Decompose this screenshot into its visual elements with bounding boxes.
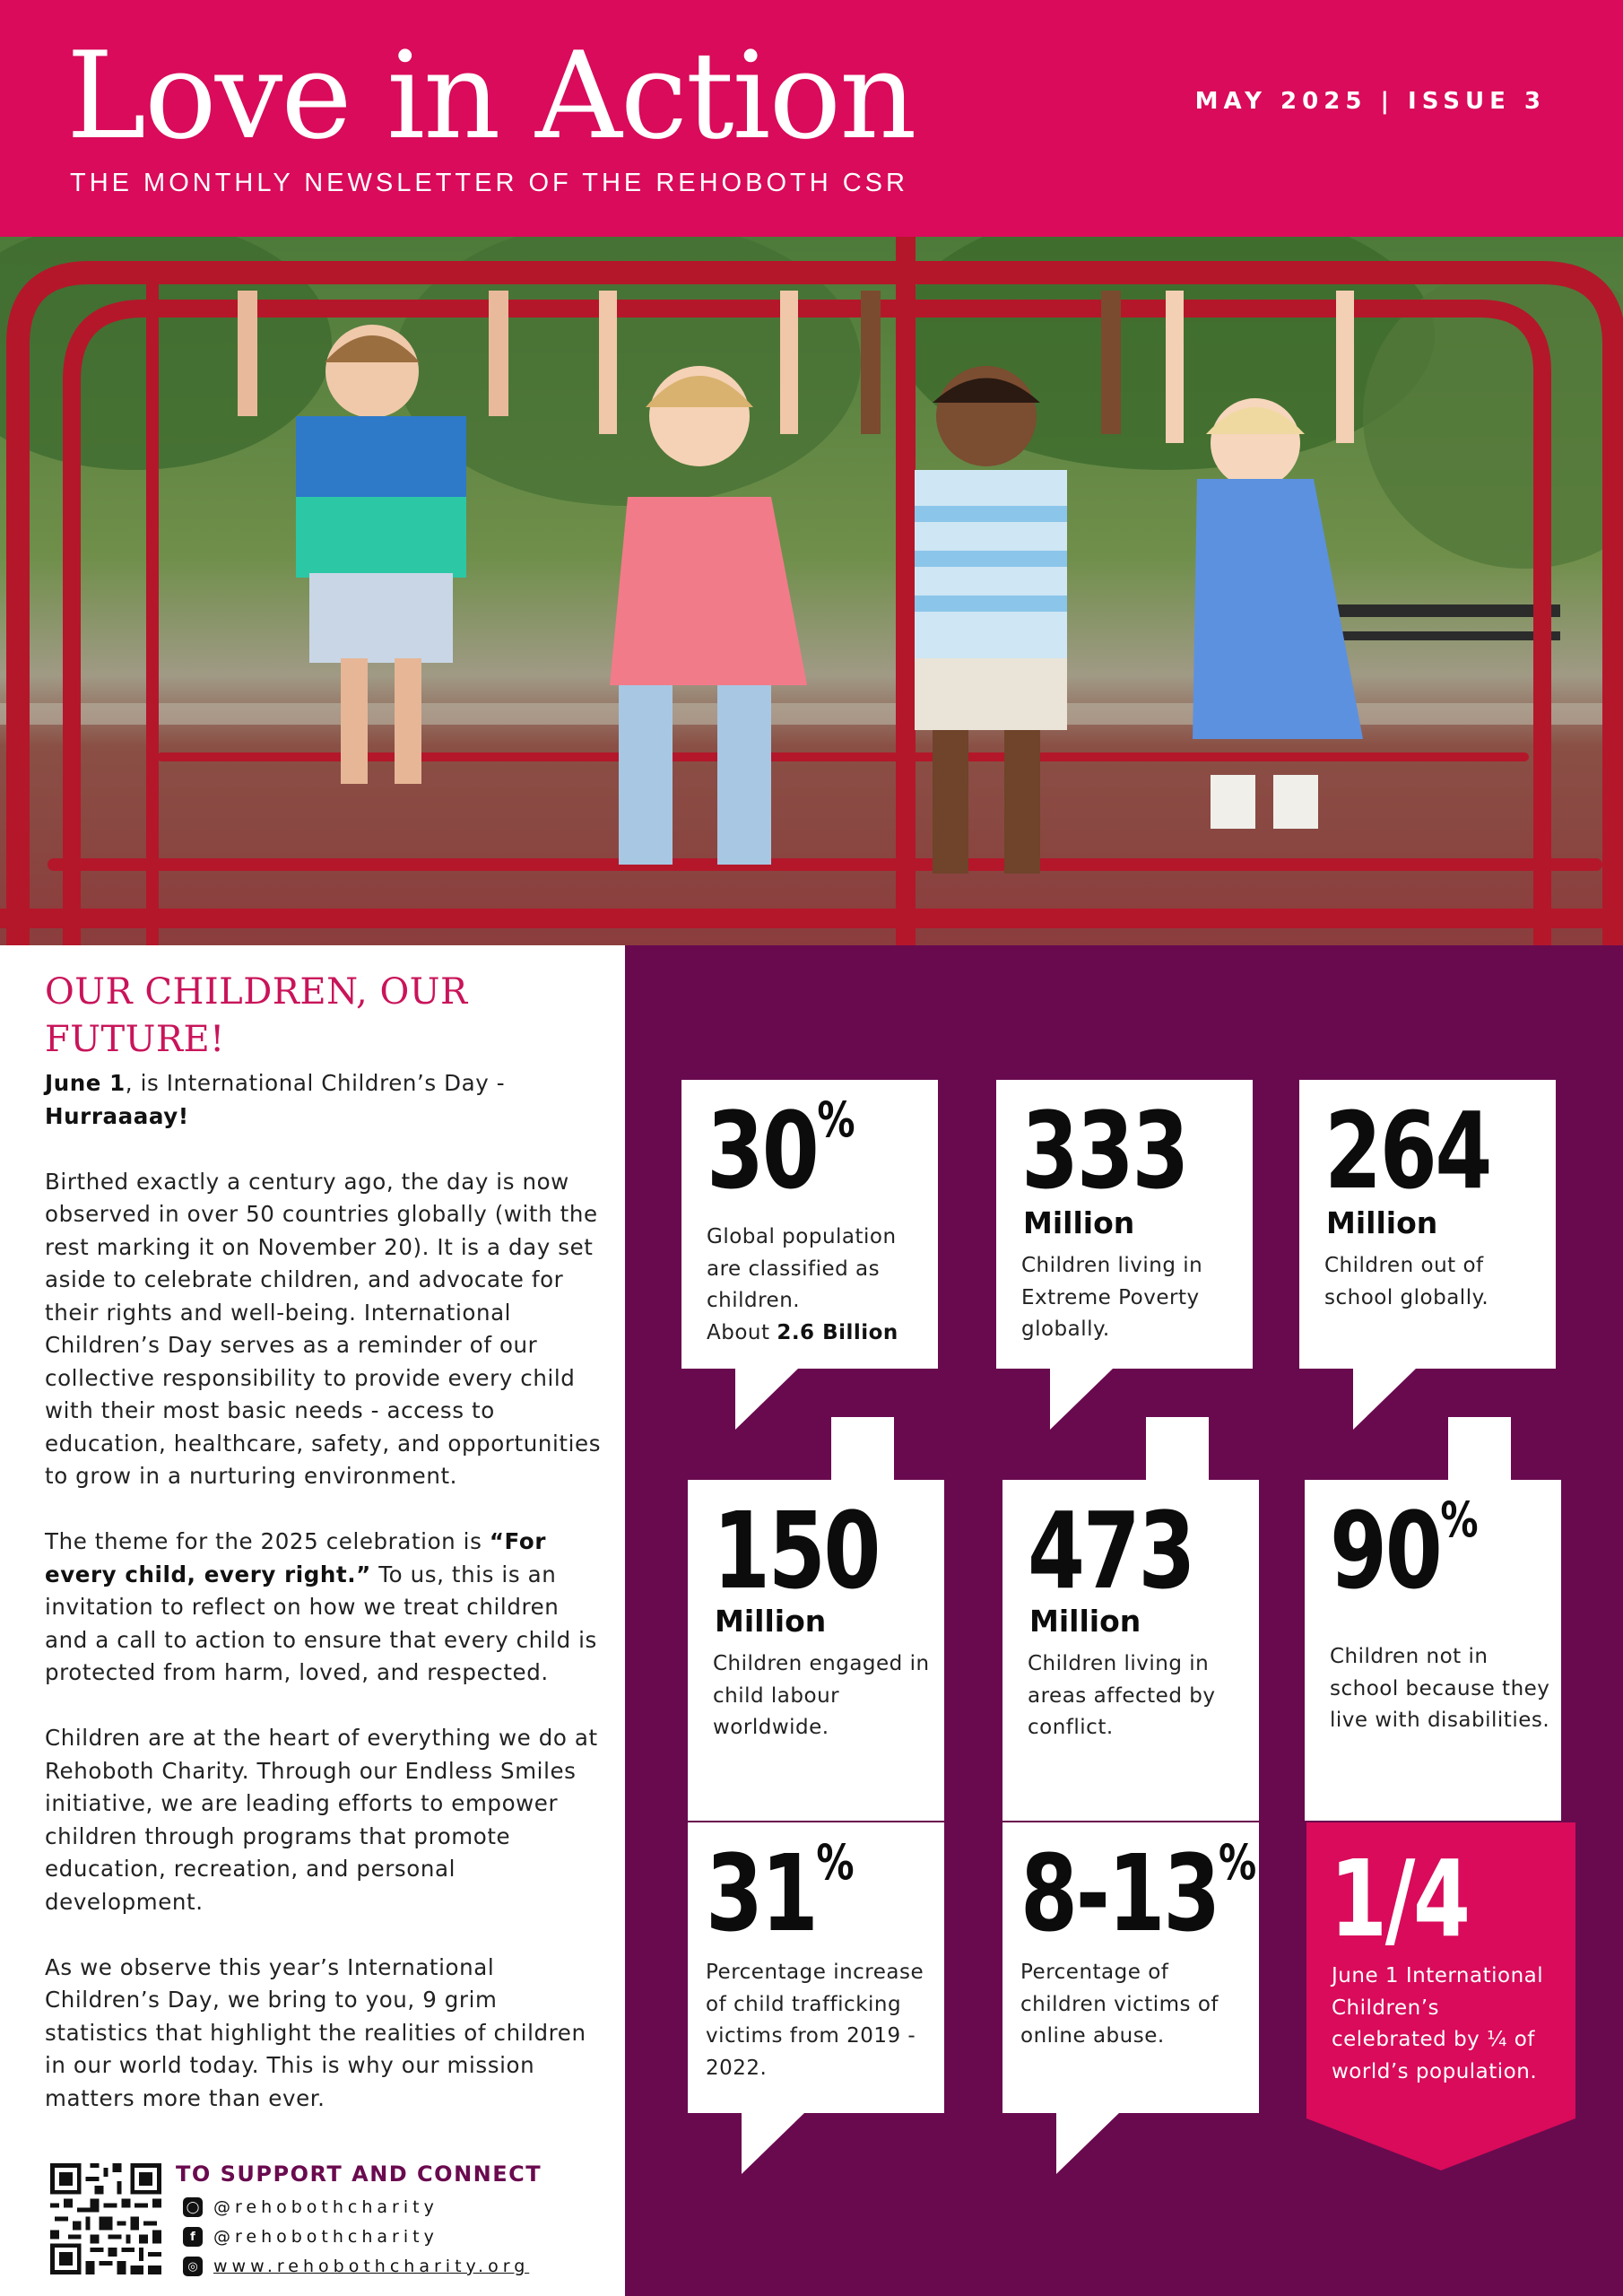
stat-card-online-abuse <box>1002 1822 1259 2181</box>
website-link[interactable]: www.rehobothcharity.org <box>213 2257 530 2276</box>
stat-unit: Million <box>1029 1604 1141 1639</box>
stat-description: Children engaged in child labour worldwide. <box>713 1652 930 1739</box>
paragraph-history: Birthed exactly a century ago, the day is now observed in over 50 countries globally (with the rest marking it on November 20). It is a day set aside to celebrate children, and advocate for their rights and well-being. International Children’s Day serves as a reminder of our collective responsibility to provide every child with their most basic needs - access to education, healthcare, safety, and opportunities to grow in a nurturing environment. <box>45 1168 602 1489</box>
facebook-handle[interactable]: @rehobothcharity <box>213 2227 438 2247</box>
instagram-row[interactable] <box>183 2197 438 2217</box>
stat-description: Children living in Extreme Poverty globally. <box>1021 1254 1203 1341</box>
support-connect-block <box>50 2161 606 2278</box>
connect-title: TO SUPPORT AND CONNECT <box>176 2161 542 2187</box>
paragraph-statistics-intro: As we observe this year’s International Children’s Day, we bring to you, 9 grim statistics that highlight the realities of children in our world today. This is why our mission matters more than ever. <box>45 1953 586 2111</box>
stat-description: Percentage of children victims of online abuse. <box>1020 1961 1219 2048</box>
stat-card-out-of-school <box>1299 1080 1556 1448</box>
paragraph-intro <box>45 1067 605 1133</box>
stat-unit: Million <box>715 1604 827 1639</box>
stat-number: 8-13% <box>1020 1831 1257 1955</box>
stat-card-trafficking <box>688 1822 944 2181</box>
stat-unit: Million <box>1326 1205 1438 1240</box>
header-banner <box>0 0 1623 237</box>
globe-icon: ◎ <box>183 2257 203 2276</box>
stat-number: 473 <box>1028 1489 1194 1613</box>
stat-number: 1/4 <box>1330 1837 1469 1961</box>
qr-code[interactable] <box>50 2161 161 2276</box>
stat-unit: Million <box>1023 1205 1135 1240</box>
paragraph-mission: Children are at the heart of everything we do at Rehoboth Charity. Through our Endless Smiles initiative, we are leading efforts to empower children through programs that promote education, recreation, and personal development. <box>45 1725 598 1915</box>
article-body <box>45 1067 605 2148</box>
hero-photo <box>0 237 1623 945</box>
instagram-icon: ◯ <box>183 2197 203 2217</box>
stat-card-shape <box>1305 1417 1561 1821</box>
headline-line-1: OUR CHILDREN, OUR <box>45 971 468 1013</box>
stat-description: Percentage increase of child trafficking victims from 2019 - 2022. <box>706 1961 924 2080</box>
statistics-panel <box>625 945 1623 2296</box>
article-headline <box>45 969 547 1064</box>
stat-description: Children living in areas affected by conflict. <box>1028 1652 1216 1739</box>
issue-label: MAY 2025 | ISSUE 3 <box>1194 88 1546 115</box>
facebook-icon: f <box>183 2227 203 2247</box>
stat-card-extreme-poverty <box>996 1080 1253 1448</box>
website-row[interactable] <box>183 2257 529 2276</box>
stat-number: 264 <box>1324 1089 1491 1213</box>
theme-quote: “For every child, every right.” <box>45 1528 547 1587</box>
stat-description: Children not in school because they live with disabilities. <box>1330 1645 1550 1732</box>
stat-card-global-population <box>681 1080 938 1448</box>
instagram-handle[interactable]: @rehobothcharity <box>213 2197 438 2217</box>
stat-number: 31% <box>706 1831 855 1955</box>
stat-number: 150 <box>713 1489 880 1613</box>
stat-card-childrens-day-highlight <box>1306 1822 1575 2190</box>
stat-description: Global population are classified as children. About 2.6 Billion <box>707 1225 898 1344</box>
hero-photo-children-on-monkey-bars <box>0 237 1623 945</box>
newsletter-title: Love in Action <box>66 26 916 166</box>
intro-text: , is International Children’s Day - <box>125 1070 506 1096</box>
date-highlight: June 1 <box>45 1070 126 1096</box>
theme-rest: To us, this is an invitation to reflect on how we treat children and a call to action to ensure that every child is protected from harm, loved, and respected. <box>45 1561 597 1685</box>
stat-description: Children out of school globally. <box>1324 1254 1489 1309</box>
stat-number: 30% <box>707 1089 855 1213</box>
stat-card-disabilities <box>1305 1417 1561 1821</box>
exclamation: Hurraaaay! <box>45 1102 189 1129</box>
stat-description: June 1 International Children’s celebrated by ¼ of world’s population. <box>1332 1964 1544 2083</box>
article-column <box>0 945 625 2296</box>
stat-number: 90% <box>1330 1489 1479 1613</box>
stat-number: 333 <box>1021 1089 1188 1213</box>
theme-lead: The theme for the 2025 celebration is <box>45 1528 490 1554</box>
stat-card-conflict-areas <box>1002 1417 1259 1821</box>
facebook-row[interactable] <box>183 2227 438 2247</box>
newsletter-tagline: THE MONTHLY NEWSLETTER OF THE REHOBOTH CSR <box>70 169 908 197</box>
stat-card-child-labour <box>688 1417 944 1821</box>
headline-line-2: FUTURE! <box>45 1019 225 1060</box>
paragraph-theme <box>45 1526 605 1690</box>
